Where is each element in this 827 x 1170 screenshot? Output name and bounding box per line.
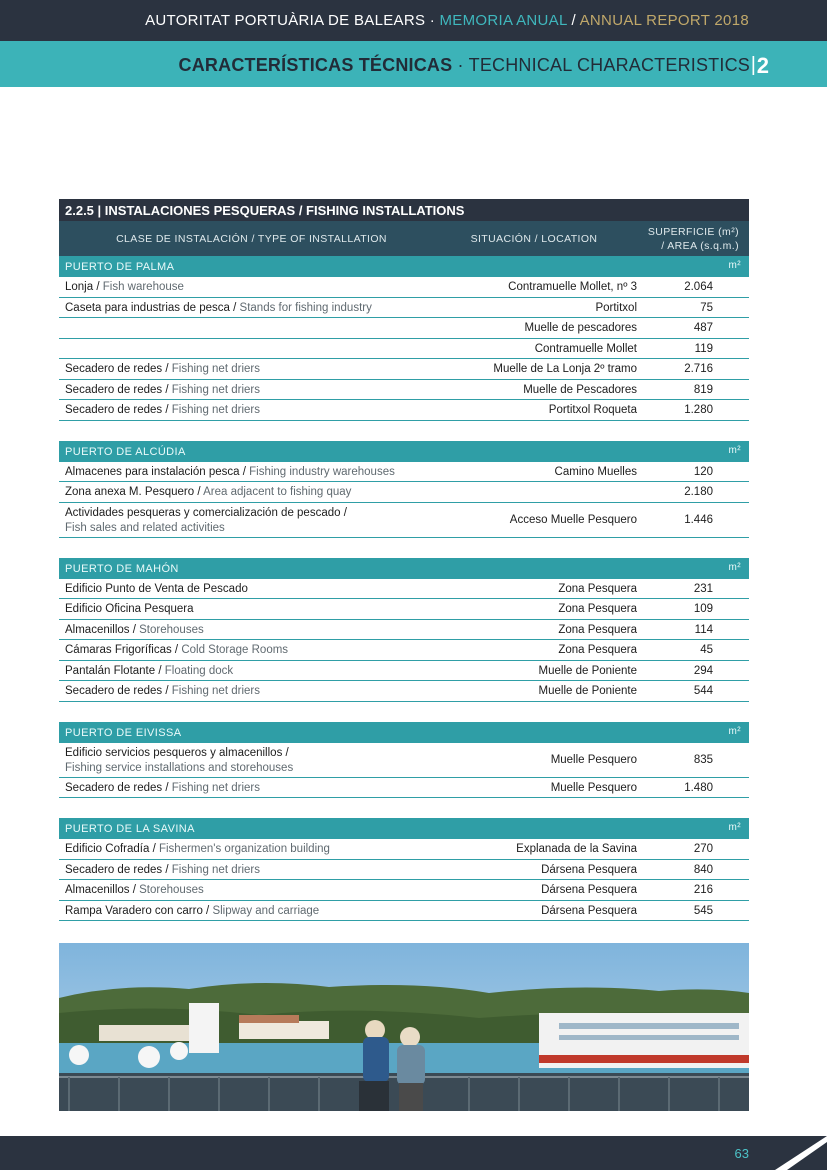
table-row [59,661,749,682]
memoria-label: MEMORIA ANUAL [439,12,568,29]
table-row [59,860,749,881]
location-cell: Zona Pesquera [558,603,637,615]
port-name: PUERTO DE PALMA [65,261,175,273]
table-sections [59,256,749,921]
area-cell: 2.180 [684,486,713,498]
table-row [59,579,749,600]
installation-type: Edificio Cofradía / Fishermen's organization building [65,843,330,855]
section-header [59,722,749,743]
area-cell: 2.716 [684,363,713,375]
table-row [59,298,749,319]
table-row [59,901,749,922]
area-cell: 1.446 [684,513,713,526]
installation-type: Secadero de redes / Fishing net driers [65,863,260,876]
installation-type: Secadero de redes / Fishing net driers [65,383,260,396]
area-cell: 1.280 [684,404,713,416]
unit-label: m² [728,561,741,573]
location-cell: Muelle de Poniente [538,664,637,677]
location-cell: Zona Pesquera [558,582,637,595]
location-cell: Zona Pesquera [558,644,637,656]
table-row [59,599,749,620]
location-cell: Muelle de pescadores [524,322,637,334]
harbor-photo-icon [59,943,749,1111]
table-column-header [59,221,749,256]
installation-type: Edificio servicios pesqueros y almacenillos / Fishing service installations and storehouses [65,746,294,774]
unit-label: m² [728,444,741,456]
table-row [59,503,749,538]
section-header [59,441,749,462]
table-row [59,743,749,778]
area-cell: 544 [693,685,713,697]
section-header [59,256,749,277]
unit-label: m² [728,725,741,737]
table-row [59,339,749,360]
fishing-installations-table [59,199,749,921]
table-section [59,722,749,799]
port-name: PUERTO DE MAHÓN [65,562,179,575]
area-cell: 1.480 [684,781,713,794]
area-cell: 545 [693,904,713,917]
location-cell: Portitxol Roqueta [548,404,637,416]
installation-type: Secadero de redes / Fishing net driers [65,781,260,794]
installation-type: Cámaras Frigoríficas / Cold Storage Rooms [65,644,289,656]
installation-type: Secadero de redes / Fishing net driers [65,404,260,416]
table-section [59,818,749,921]
installation-type: Caseta para industrias de pesca / Stands for fishing industry [65,301,372,314]
installation-type: Edificio Oficina Pesquera [65,603,194,615]
installation-type: Almacenillos / Storehouses [65,623,204,636]
table-row [59,462,749,483]
area-cell: 45 [700,644,713,656]
area-cell: 819 [693,383,713,396]
installation-type: Secadero de redes / Fishing net driers [65,363,260,375]
location-cell: Dársena Pesquera [541,904,637,917]
footer-slash-icon [767,1136,827,1170]
section-divider: | [750,54,756,76]
column-header-type: CLASE DE INSTALACIÓN / TYPE OF INSTALLATION [116,233,387,245]
table-row [59,681,749,702]
section-header [59,818,749,839]
section-header-bar [0,41,827,87]
area-cell: 119 [694,342,713,355]
annual-report-label: ANNUAL REPORT 2018 [579,12,749,29]
location-cell: Muelle de Pescadores [523,383,637,396]
location-cell: Portitxol [595,301,637,314]
port-name: PUERTO DE EIVISSA [65,726,182,739]
location-cell: Muelle de Poniente [538,685,637,697]
org-name: AUTORITAT PORTUÀRIA DE BALEARS [145,12,426,29]
location-cell: Contramuelle Mollet [534,342,637,355]
top-header-bar [0,0,827,41]
area-cell: 487 [693,322,713,334]
table-row [59,778,749,799]
location-cell: Contramuelle Mollet, nº 3 [508,281,637,293]
area-cell: 294 [693,664,713,677]
area-cell: 2.064 [684,281,713,293]
location-cell: Muelle Pesquero [550,781,637,794]
table-row [59,839,749,860]
location-cell: Acceso Muelle Pesquero [509,513,637,526]
table-title: 2.2.5 | INSTALACIONES PESQUERAS / FISHING INSTALLATIONS [59,199,749,221]
area-cell: 75 [700,301,713,314]
location-cell: Muelle Pesquero [550,753,637,766]
table-row [59,880,749,901]
table-row [59,277,749,298]
location-cell: Zona Pesquera [558,623,637,636]
area-cell: 270 [693,843,713,855]
unit-label: m² [728,822,741,833]
location-cell: Explanada de la Savina [516,843,637,855]
installation-type: Almacenes para instalación pesca / Fishing industry warehouses [65,465,395,478]
section-header [59,558,749,579]
location-cell: Camino Muelles [554,465,637,478]
installation-type: Almacenillos / Storehouses [65,884,204,896]
table-row [59,318,749,339]
page-footer [0,1136,827,1170]
table-row [59,359,749,380]
installation-type: Zona anexa M. Pesquero / Area adjacent to fishing quay [65,486,352,498]
unit-label: m² [728,260,741,271]
chapter-number: 2 [756,53,769,78]
installation-type: Rampa Varadero con carro / Slipway and carriage [65,904,320,917]
area-cell: 231 [693,582,713,595]
harbor-photo [59,943,749,1111]
table-section [59,256,749,421]
port-name: PUERTO DE ALCÚDIA [65,445,186,458]
column-header-location: SITUACIÓN / LOCATION [470,233,598,245]
table-section [59,558,749,702]
area-cell: 120 [693,465,713,478]
section-title: CARACTERÍSTICAS TÉCNICAS · TECHNICAL CHARACTERISTICS [178,55,750,75]
table-row [59,400,749,421]
installation-type: Actividades pesqueras y comercialización de pescado / Fish sales and related activities [65,506,347,534]
table-row [59,640,749,661]
area-cell: 109 [693,603,713,615]
area-cell: 216 [693,884,713,896]
report-title-line: AUTORITAT PORTUÀRIA DE BALEARS · MEMORIA ANUAL / ANNUAL REPORT 2018 [145,12,749,29]
installation-type: Secadero de redes / Fishing net driers [65,685,260,697]
installation-type: Pantalán Flotante / Floating dock [65,664,234,677]
area-cell: 114 [694,623,713,636]
area-cell: 835 [693,753,713,766]
installation-type: Lonja / Fish warehouse [65,281,184,293]
column-header-area: SUPERFICIE (m²) / AREA (s.q.m.) [647,226,739,252]
location-cell: Dársena Pesquera [541,884,637,896]
table-section [59,441,749,538]
location-cell: Muelle de La Lonja 2º tramo [493,363,637,375]
page-number: 63 [734,1146,749,1161]
location-cell: Dársena Pesquera [541,863,637,876]
table-row [59,620,749,641]
installation-type: Edificio Punto de Venta de Pescado [65,582,248,595]
table-row [59,482,749,503]
port-name: PUERTO DE LA SAVINA [65,823,195,835]
table-row [59,380,749,401]
area-cell: 840 [693,863,713,876]
